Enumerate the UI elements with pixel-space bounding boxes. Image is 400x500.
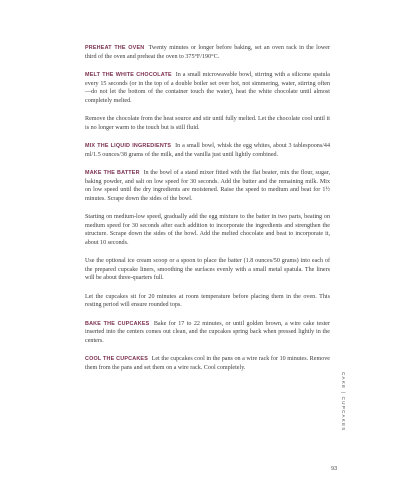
chapter-side-label: CAKE | CUPCAKES <box>341 372 346 432</box>
step-cool-chocolate <box>85 115 330 132</box>
step-text: Remove the chocolate from the heat source and stir until fully melted. Let the chocolate cool until it is no longer warm to the touch but is still fluid. <box>85 116 330 131</box>
step-text: In the bowl of a stand mixer fitted with the flat beater, mix the flour, sugar, baking powder, and salt on low speed for 30 seconds. Add the butter and the remaining milk. Mix on low speed until the dry ingredients are moistened. Raise the speed to medium and beat for 1½ minutes. Scrape down the sides of the bowl. <box>85 170 331 202</box>
step-text: Let the cupcakes sit for 20 minutes at room temperature before placing them in the oven. This resting period will ensure rounded tops. <box>85 293 330 308</box>
step-text: Twenty minutes or longer before baking, set an oven rack in the lower third of the oven and preheat the oven to 375°F/190°C. <box>85 45 330 60</box>
step-mix-liquid <box>85 142 330 159</box>
step-heading: MELT THE WHITE CHOCOLATE <box>85 72 172 78</box>
step-heading: COOL THE CUPCAKES <box>85 356 149 362</box>
recipe-instructions <box>85 44 330 382</box>
step-add-egg-mixture <box>85 213 330 247</box>
step-text: In a small microwavable bowl, stirring with a silicone spatula every 15 seconds (or in the top of a double boiler set over hot, not simmering, water, stirring often—do not let the bottom of the container touch the water), heat the white chocolate until almost completely melted. <box>85 72 330 104</box>
step-make-batter <box>85 169 330 203</box>
step-text: Let the cupcakes cool in the pans on a wire rack for 10 minutes. Remove them from the pans and set them on a wire rack. Cool completely. <box>85 356 330 371</box>
step-preheat <box>85 44 330 61</box>
step-bake <box>85 320 330 346</box>
step-heading: MIX THE LIQUID INGREDIENTS <box>85 143 172 149</box>
step-rest <box>85 293 330 310</box>
step-text: In a small bowl, whisk the egg whites, about 3 tablespoons/44 ml/1.5 ounces/38 grams of the milk, and the vanilla just until lightly combined. <box>85 143 330 158</box>
page-number: 93 <box>331 466 338 472</box>
step-heading: PREHEAT THE OVEN <box>85 45 145 51</box>
step-text: Bake for 17 to 22 minutes, or until golden brown, a wire cake tester inserted into the centers comes out clean, and the cupcakes spring back when pressed lightly in the centers. <box>85 320 331 344</box>
step-heading: BAKE THE CUPCAKES <box>85 320 150 327</box>
step-text: Use the optional ice cream scoop or a spoon to place the batter (1.8 ounces/50 grams) into each of the prepared cupcake liners, smoothing the surfaces evenly with a small metal spatula. The liners will be about three-quarters full. <box>85 258 330 281</box>
step-melt-chocolate <box>85 71 330 105</box>
step-text: Starting on medium-low speed, gradually add the egg mixture to the batter in two parts, beating on medium speed for 30 seconds after each addition to incorporate the ingredients and strengthen the structure. Scrape down the sides of the bowl. Add the melted chocolate and beat to incorporate it, about 10 seconds. <box>85 214 330 246</box>
step-fill-liners <box>85 257 330 283</box>
step-cool-cupcakes <box>85 355 330 372</box>
step-heading: MAKE THE BATTER <box>85 170 140 176</box>
